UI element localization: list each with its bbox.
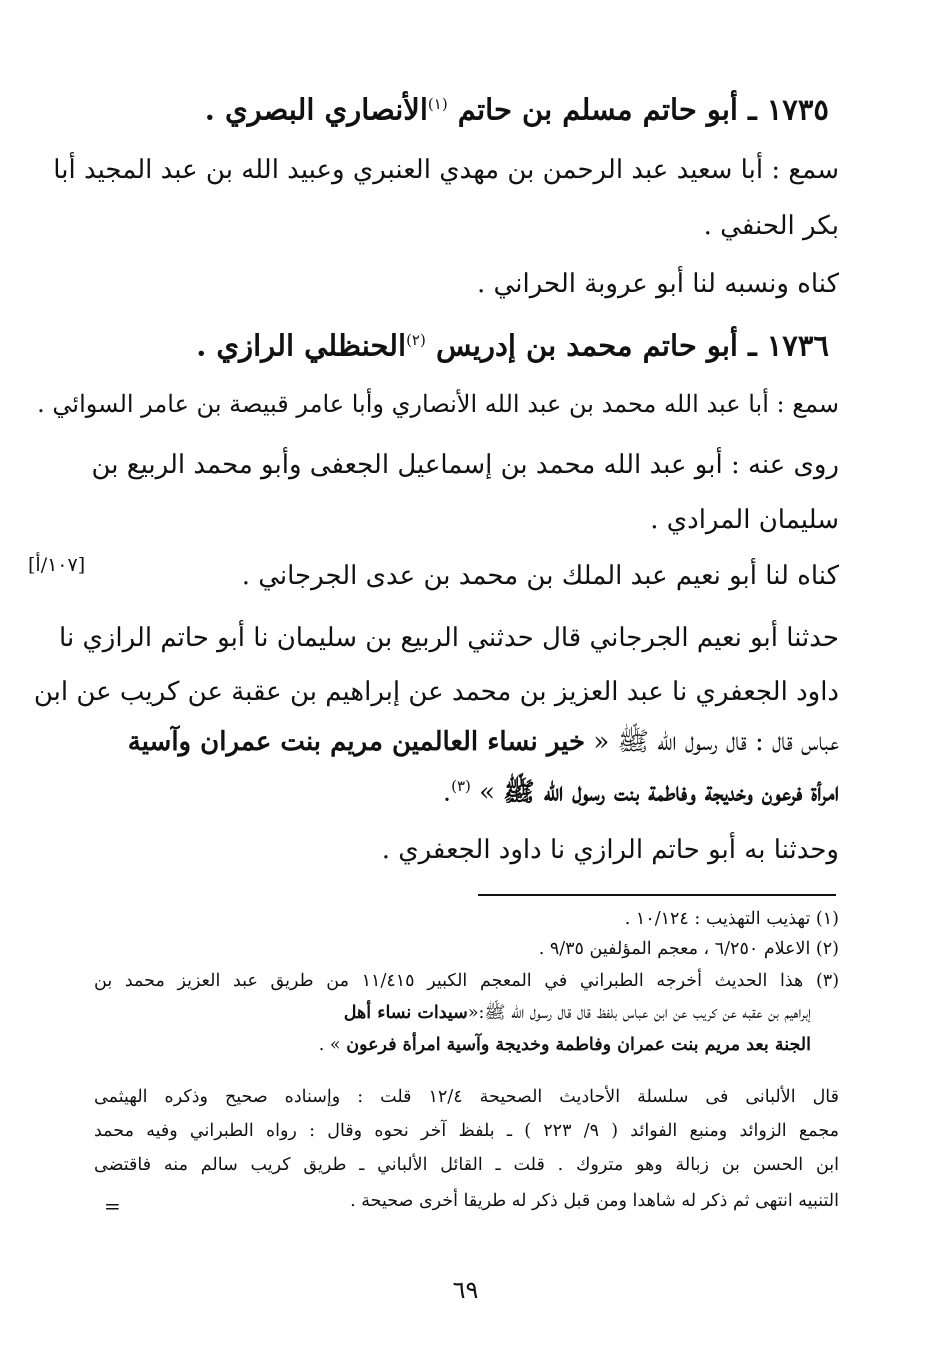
entry-1735-heading	[94, 82, 829, 132]
entry-1736-sama: سمع : أبا عبد الله محمد بن عبد الله الأنصاري وأبا عامر قبيصة بن عامر السوائي .	[37, 390, 839, 418]
footnote-1: (١) تهذيب التهذيب : ١٠/١٢٤ .	[624, 909, 839, 929]
albani-note-line-3: ابن الحسن بن زبالة وهو متروك . قلت ـ القائل الألباني ـ طريق كريب سالم منه فاقتضى	[94, 1155, 839, 1175]
entry-nisba: الأنصاري البصري .	[204, 92, 428, 127]
footnote-ref: (٢)	[406, 331, 426, 349]
hadith-line-3	[94, 722, 839, 762]
footnote-3-quote-part-2: الجنة بعد مريم بنت عمران وفاطمة وخديجة وآسية امرأة فرعون	[346, 1035, 811, 1055]
hadith-quote-close: »	[470, 777, 504, 808]
hadith-line-4	[94, 766, 839, 813]
hadith-line-5: وحدثنا به أبو حاتم الرازي نا داود الجعفري .	[381, 835, 839, 865]
footnote-ref: (٣)	[451, 777, 471, 795]
footnote-divider	[478, 894, 836, 896]
hadith-end-dot: .	[442, 777, 452, 808]
page-number: ٦٩	[452, 1276, 479, 1304]
entry-1736-rawa-line-2: سليمان المرادي .	[650, 505, 839, 535]
hadith-line-2: داود الجعفري نا عبد العزيز بن محمد عن إبراهيم بن عقبة عن كريب عن ابن	[33, 677, 839, 707]
entry-1735-sama-line-1: سمع : أبا سعيد عبد الرحمن بن مهدي العنبري وعبيد الله بن عبد المجيد أبا	[53, 155, 839, 185]
footnote-2: (٢) الاعلام ٦/٢٥٠ ، معجم المؤلفين ٩/٣٥ .	[538, 939, 839, 959]
hadith-matn-part-2: امرأة فرعون وخديجة وفاطمة بنت رسول الله ﷺ	[503, 777, 839, 808]
albani-note-line-2: مجمع الزوائد ومنبع الفوائد ( ٩/ ٢٢٣ ) ـ بلفظ آخر نحوه وقال : رواه الطبراني وفيه محمد	[94, 1121, 839, 1141]
entry-number: ١٧٣٦	[766, 328, 829, 363]
hadith-isnad-end: عباس قال : قال رسول الله ﷺ «	[585, 727, 839, 757]
albani-note-line-4: التنبيه انتهى ثم ذكر له شاهدا ومن قبل ذكر له طريقا أخرى صحيحة .	[350, 1191, 839, 1211]
entry-separator: ـ	[737, 328, 767, 363]
footnote-ref: (١)	[427, 95, 448, 113]
footnote-3-line-2	[94, 998, 811, 1028]
footnote-3-line-3	[94, 1030, 811, 1060]
entry-name: أبو حاتم محمد بن إدريس	[425, 328, 738, 363]
manuscript-folio-marker: [١٠٧/أ]	[28, 554, 86, 576]
footnote-3-line-1: (٣) هذا الحديث أخرجه الطبراني في المعجم الكبير ١١/٤١٥ من طريق عبد العزيز محمد بن	[94, 971, 840, 991]
footnote-3-quote-close: » .	[318, 1035, 347, 1055]
albani-note-line-1: قال الألبانى فى سلسلة الأحاديث الصحيحة ١٢/٤ قلت : وإسناده صحيح وذكره الهيثمى	[94, 1087, 839, 1107]
entry-separator: ـ	[737, 92, 767, 127]
entry-1735-kunya: كناه ونسبه لنا أبو عروبة الحراني .	[477, 269, 839, 299]
footnote-3-text: إبراهيم بن عقبه عن كريب عن ابن عباس بلفظ قال قال رسول الله ﷺ:«	[467, 1003, 811, 1023]
entry-1735-sama-line-2: بكر الحنفي .	[703, 211, 839, 241]
entry-1736-kunya: كناه لنا أبو نعيم عبد الملك بن محمد بن عدى الجرجاني .	[241, 561, 839, 591]
entry-1736-heading	[94, 318, 829, 368]
entry-1736-rawa-line-1: روى عنه : أبو عبد الله محمد بن إسماعيل الجعفى وأبو محمد الربيع بن	[91, 450, 839, 480]
continuation-mark: =	[104, 1194, 121, 1218]
entry-number: ١٧٣٥	[766, 92, 829, 127]
hadith-line-1: حدثنا أبو نعيم الجرجاني قال حدثني الربيع بن سليمان نا أبو حاتم الرازي نا	[59, 623, 839, 653]
hadith-matn-part-1: خير نساء العالمين مريم بنت عمران وآسية	[127, 727, 586, 757]
entry-nisba: الحنظلي الرازي .	[196, 328, 407, 363]
entry-name: أبو حاتم مسلم بن حاتم	[447, 92, 738, 127]
footnote-3-quote-part-1: سيدات نساء أهل	[343, 1003, 468, 1023]
